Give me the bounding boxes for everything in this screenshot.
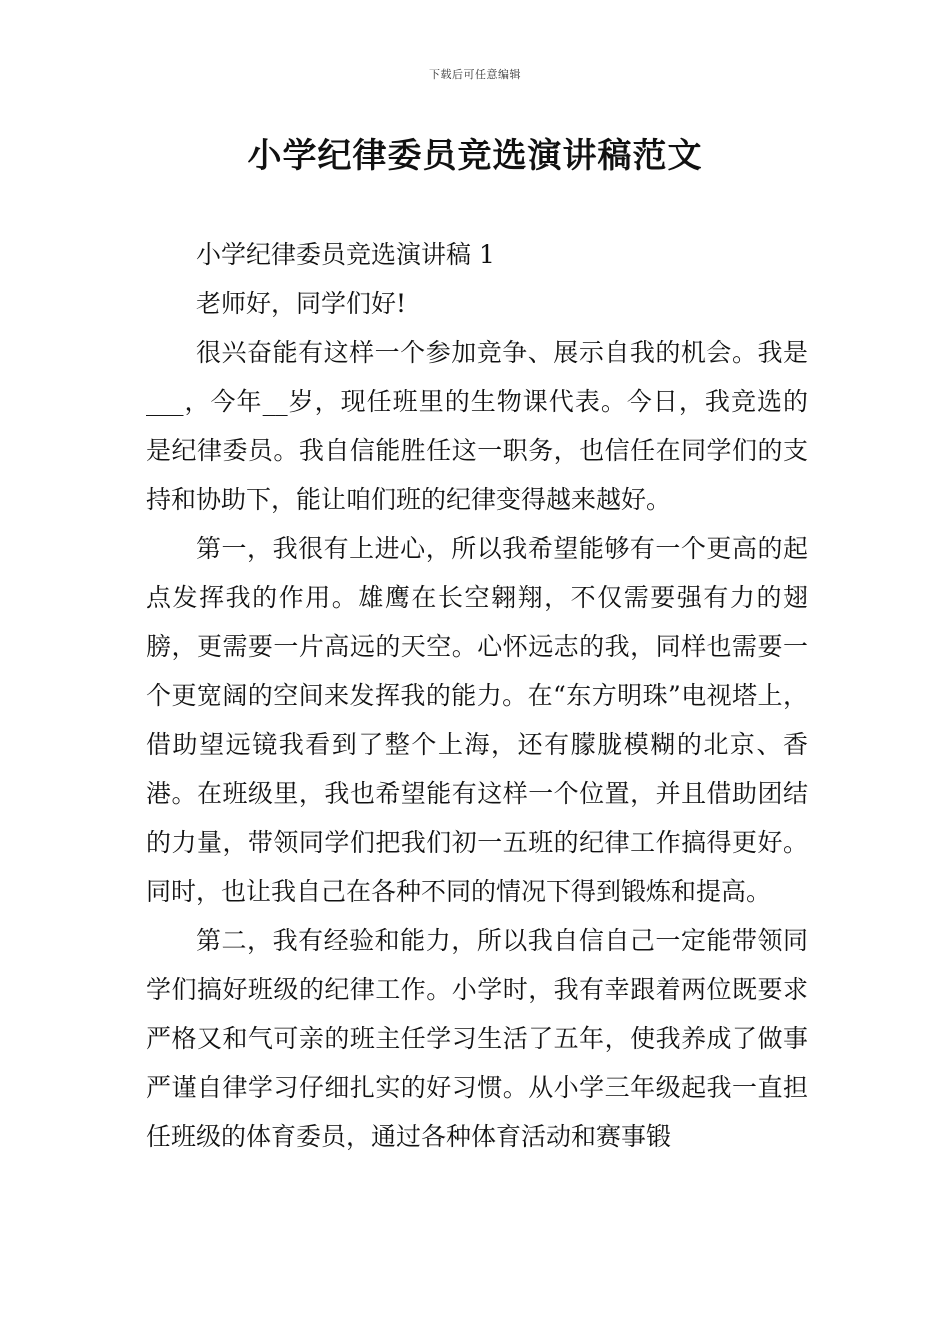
- document-title: 小学纪律委员竞选演讲稿范文: [247, 136, 703, 176]
- paragraph-second-point: 第二，我有经验和能力，所以我自信自己一定能带领同学们搞好班级的纪律工作。小学时，我有幸跟着两位既要求严格又和气可亲的班主任学习生活了五年，使我养成了做事严谨自律学习仔细扎实的好习惯。从小学三年级起我一直担任班级的体育委员，通过各种体育活动和赛事锻: [146, 926, 808, 1151]
- paragraph-greeting: 老师好，同学们好!: [196, 289, 407, 318]
- header-note: 下载后可任意编辑: [429, 68, 521, 81]
- paragraph-subtitle: 小学纪律委员竞选演讲稿 1: [196, 240, 495, 269]
- document-body: [146, 230, 808, 1161]
- paragraph-intro: 很兴奋能有这样一个参加竞争、展示自我的机会。我是___，今年__岁，现任班里的生物课代表。今日，我竞选的是纪律委员。我自信能胜任这一职务，也信任在同学们的支持和协助下，能让咱们班的纪律变得越来越好。: [146, 338, 808, 514]
- paragraph-first-point: 第一，我很有上进心，所以我希望能够有一个更高的起点发挥我的作用。雄鹰在长空翱翔，不仅需要强有力的翅膀，更需要一片高远的天空。心怀远志的我，同样也需要一个更宽阔的空间来发挥我的能力。在“东方明珠”电视塔上，借助望远镜我看到了整个上海，还有朦胧模糊的北京、香港。在班级里，我也希望能有这样一个位置，并且借助团结的力量，带领同学们把我们初一五班的纪律工作搞得更好。同时，也让我自己在各种不同的情况下得到锻炼和提高。: [146, 534, 808, 906]
